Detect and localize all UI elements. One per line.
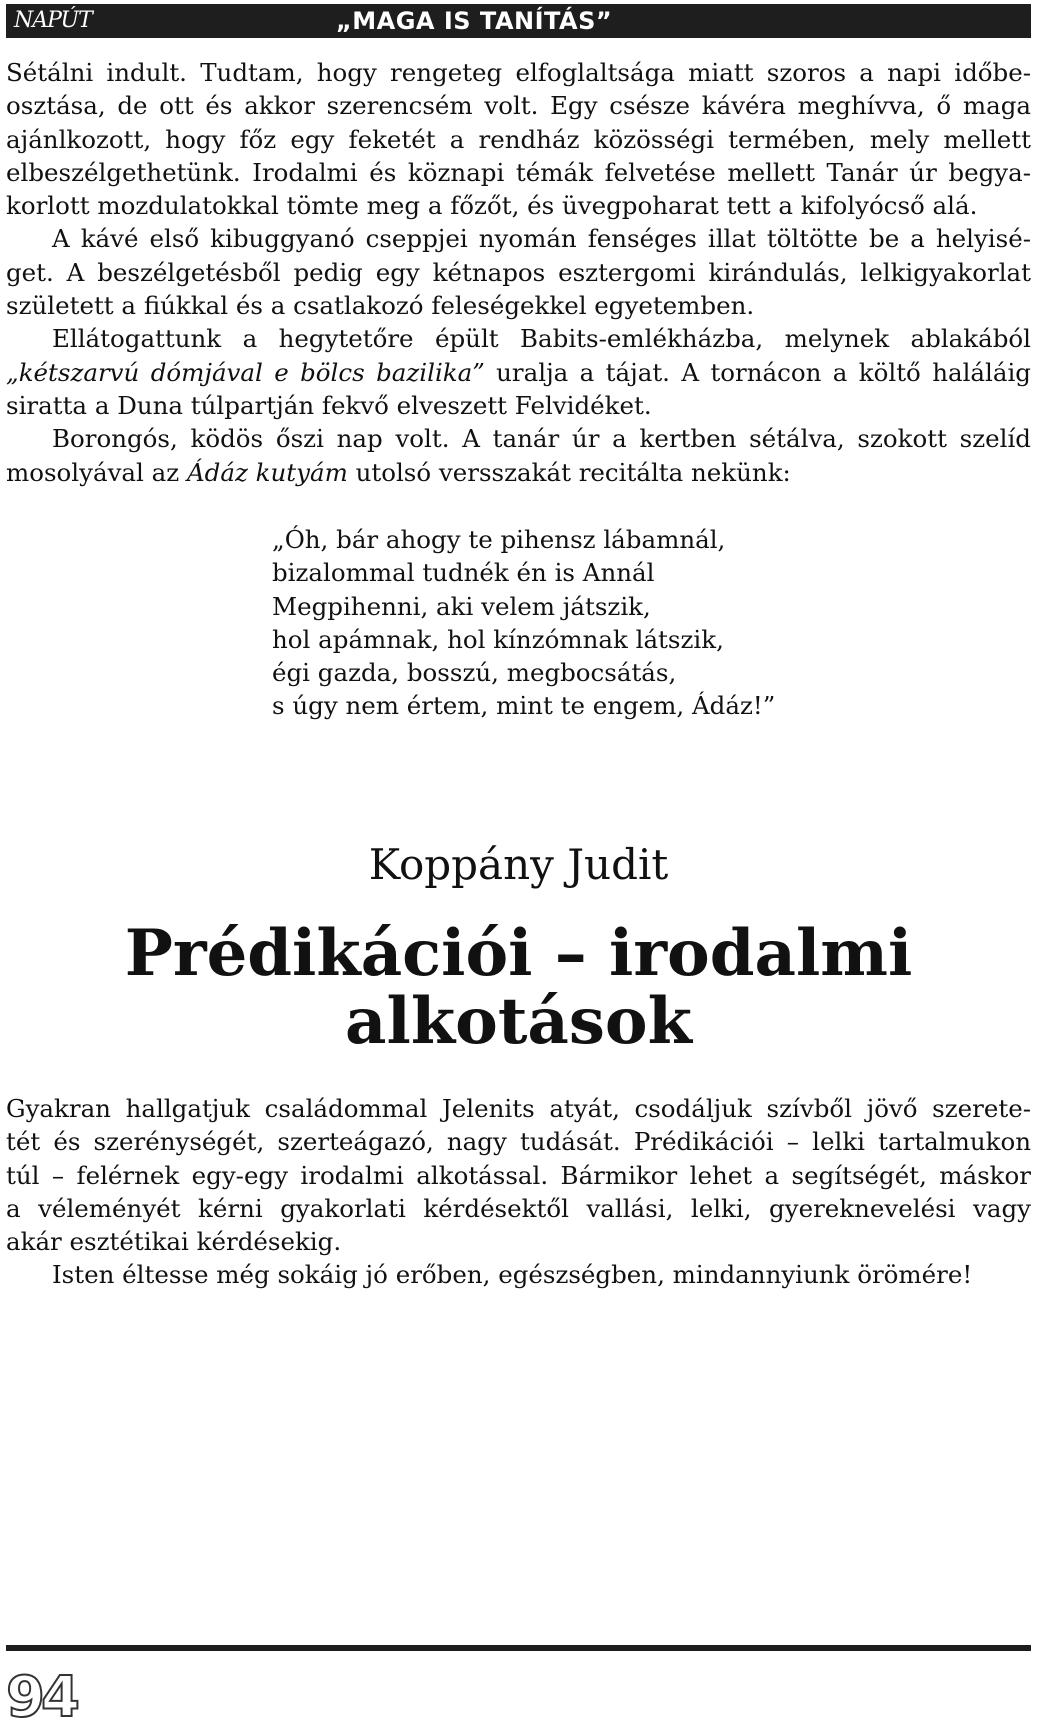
text-line: A kávé első kibuggyanó cseppjei nyomán fenséges illat töltötte be a helyisé-: [52, 224, 1031, 254]
text-line: a véleményét kérni gyakorlati kérdésektől vallási, lelki, gyereknevelési vagy: [6, 1193, 1031, 1223]
section-body: [6, 56, 1031, 489]
text-fragment: utolsó versszakát recitálta nekünk:: [347, 457, 791, 487]
article-author: Koppány Judit: [368, 840, 669, 889]
poem-line: Megpihenni, aki velem játszik,: [272, 591, 651, 621]
text-line: get. A beszélgetésből pedig egy kétnapos esztergomi kirándulás, lelkigyakorlat: [6, 257, 1031, 287]
text-line: Ellátogattunk a hegytetőre épült Babits-emlékházba, melynek ablakából: [52, 324, 1031, 354]
text-line: akár esztétikai kérdésekig.: [6, 1227, 342, 1257]
text-line: Gyakran hallgatjuk családommal Jelenits atyát, csodáljuk szívből jövő szerete-: [6, 1094, 1031, 1123]
text-line-mixed: [6, 356, 1031, 389]
text-line: Borongós, ködös őszi nap volt. A tanár úr a kertben sétálva, szokott szelíd: [52, 424, 1031, 454]
article-title: [0, 916, 1037, 1059]
text-line-mixed: [6, 456, 1031, 489]
poem-line: égi gazda, bosszú, megbocsátás,: [272, 658, 677, 688]
text-line: tét és szerénységét, szerteágazó, nagy tudását. Prédikációi – lelki tartalmukon: [6, 1127, 1031, 1157]
article-title-line: alkotások: [345, 984, 692, 1059]
running-header-title: „MAGA IS TANÍTÁS”: [336, 7, 613, 35]
text-line: ajánlkozott, hogy főz egy feketét a rendház közösségi termében, mely mellett: [6, 124, 1031, 154]
journal-logo: NAPÚT: [14, 8, 92, 33]
text-line: elbeszélgethetünk. Irodalmi és köznapi témák felvetése mellett Tanár úr begya-: [6, 157, 1031, 187]
running-header: [6, 4, 1031, 38]
article-body: [6, 1092, 1031, 1292]
text-line: Isten éltesse még sokáig jó erőben, egészségben, mindannyiunk örömére!: [52, 1260, 973, 1290]
poem-line: s úgy nem értem, mint te engem, Ádáz!”: [272, 691, 776, 721]
text-line: korlott mozdulatokkal tömte meg a főzőt, és üvegpoharat tett a kifolyócső alá.: [6, 191, 978, 221]
poem-line: „Óh, bár ahogy te pihensz lábamnál,: [272, 525, 726, 554]
poem-title: Ádáz kutyám: [186, 457, 348, 487]
poem-line: bizalommal tudnék én is Annál: [272, 558, 655, 588]
footer-rule: [6, 1645, 1031, 1651]
page-number: 94: [6, 1665, 76, 1730]
text-line: siratta a Duna túlpartján fekvő elveszett Felvidéket.: [6, 390, 652, 420]
poem-line: hol apámnak, hol kínzómnak látszik,: [272, 624, 724, 654]
poem-quote: [272, 523, 775, 723]
text-line: túl – felérnek egy-egy irodalmi alkotással. Bármikor lehet a segítségét, máskor: [6, 1160, 1031, 1190]
text-line: osztása, de ott és akkor szerencsém volt. Egy csésze kávéra meghívva, ő maga: [6, 91, 1031, 121]
quoted-verse: „kétszarvú dómjával e bölcs bazilika”: [6, 357, 485, 387]
text-fragment: uralja a tájat. A tornácon a költő haláláig: [484, 357, 1031, 387]
article-title-line: Prédikációi – irodalmi: [124, 916, 913, 991]
text-fragment: mosolyával az: [6, 457, 187, 487]
text-line: Sétálni indult. Tudtam, hogy rengeteg elfoglaltsága miatt szoros a napi időbe-: [6, 58, 1031, 87]
text-line: született a fiúkkal és a csatlakozó feleségekkel egyetemben.: [6, 291, 755, 321]
